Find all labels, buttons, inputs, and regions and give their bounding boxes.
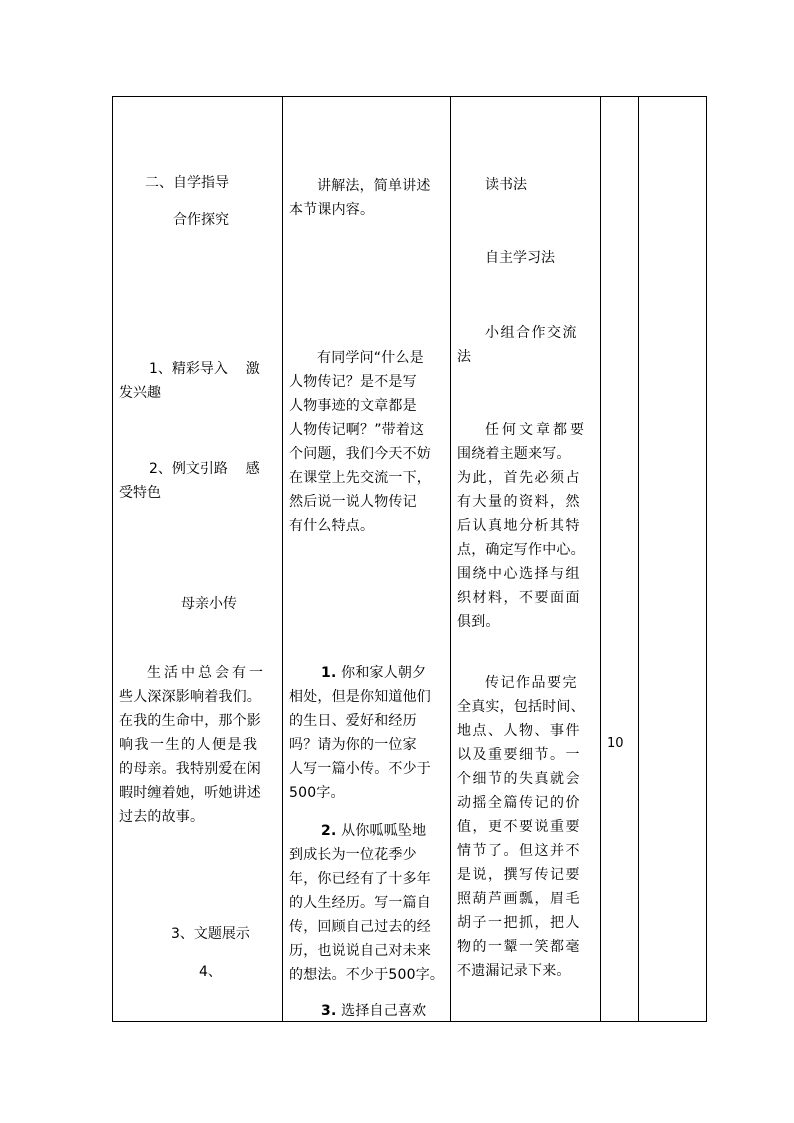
question-line: 人物传记啊？”带着这	[289, 422, 425, 438]
step-2-line-1: 2、例文引路 感	[149, 461, 260, 477]
task-1-number: 1.	[321, 665, 337, 681]
task-2-number: 2.	[321, 823, 337, 839]
step-1-line-1	[149, 358, 277, 380]
method-group-line: 法	[457, 349, 472, 365]
example-line: 在我的生命中，那个影	[119, 713, 261, 729]
task-3-first-line	[289, 999, 447, 1022]
section-heading: 二、自学指导	[145, 175, 229, 191]
biography-line: 物的一颦一笑都毫	[457, 939, 581, 955]
task-2-line: 历，也说说自己对未来	[289, 943, 431, 959]
task-1	[289, 661, 447, 805]
example-line: 些人深深影响着我们。	[119, 689, 261, 705]
biography-line: 照葫芦画瓢，眉毛	[457, 891, 581, 907]
example-line: 生活中总会有一	[147, 665, 266, 681]
question-line: 个问题，我们今天不妨	[289, 446, 431, 462]
biography-line: 动摇全篇传记的价	[457, 795, 581, 811]
task-1-line: 的生日、爱好和经历	[289, 713, 417, 729]
biography-line: 全真实，包括时间、	[457, 699, 585, 715]
task-2-line: 到成长为一位花季少	[289, 847, 417, 863]
question-line: 有什么特点。	[289, 518, 375, 534]
step-3: 3、文题展示	[171, 926, 250, 942]
task-1-line: 你和家人朝夕	[341, 665, 427, 681]
biography-line: 胡子一把抓，把人	[457, 915, 581, 931]
methods-column	[451, 96, 600, 1022]
task-1-first-line	[289, 661, 447, 685]
task-3-line: 选择自己喜欢	[341, 1003, 427, 1019]
question-text	[289, 346, 447, 538]
teacher-activity-column	[283, 96, 450, 1022]
theme-line: 围绕着主题来写。	[457, 446, 571, 462]
task-1-line: 人写一篇小传。不少于	[289, 761, 431, 777]
theme-line: 围绕中心选择与组	[457, 566, 581, 582]
step-1-text: 1、精彩导入 激	[149, 361, 260, 377]
biography-line: 不遗漏记录下来。	[457, 963, 571, 979]
intro-line: 讲解法，简单讲述	[317, 178, 431, 194]
method-self-study: 自主学习法	[485, 250, 555, 266]
step-2-line-2: 受特色	[119, 485, 161, 501]
biography-line: 以及重要细节。一	[457, 747, 581, 763]
task-1-line: 相处，但是你知道他们	[289, 689, 431, 705]
time-minutes: 10	[607, 736, 624, 751]
biography-line: 是说，撰写传记要	[457, 867, 581, 883]
theme-line: 任何文章都要	[485, 422, 587, 438]
task-2-line: 的人生经历。写一篇自	[289, 895, 431, 911]
question-line: 有同学问“什么是	[317, 350, 424, 366]
theme-line: 为此，首先必须占	[457, 470, 581, 486]
steps-column	[113, 96, 282, 1022]
theme-line: 俱到。	[457, 614, 500, 630]
step-4: 4、	[199, 964, 222, 980]
task-3-number: 3.	[321, 1003, 337, 1019]
biography-text	[457, 671, 597, 983]
task-2-first-line	[289, 819, 447, 843]
method-group-line: 小组合作交流	[485, 325, 578, 341]
intro-line: 本节课内容。	[289, 202, 375, 218]
question-line: 人物事迹的文章都是	[289, 398, 417, 414]
biography-line: 情节了。但这并不	[457, 843, 581, 859]
example-line: 响我一生的人便是我	[119, 737, 259, 753]
method-reading: 读书法	[485, 177, 527, 193]
biography-line: 地点、人物、事件	[457, 723, 581, 739]
method-group	[457, 321, 597, 369]
biography-line: 个细节的失真就会	[457, 771, 581, 787]
question-line: 然后说一说人物传记	[289, 494, 417, 510]
question-line: 在课堂上先交流一下，	[289, 470, 431, 486]
task-2-line: 年，你已经有了十多年	[289, 871, 431, 887]
section-subheading: 合作探究	[173, 212, 229, 228]
time-column	[601, 96, 638, 1022]
intro-text	[289, 174, 447, 222]
task-3	[289, 999, 447, 1022]
theme-line: 点，确定写作中心。	[457, 542, 585, 558]
task-1-line: 吗？请为你的一位家	[289, 737, 417, 753]
task-2-line: 传，回顾自己过去的经	[289, 919, 431, 935]
biography-line: 值，更不要说重要	[457, 819, 581, 835]
step-1-line-2: 发兴趣	[119, 385, 161, 401]
task-2-line: 从你呱呱坠地	[341, 823, 427, 839]
example-line: 的母亲。我特别爱在闲	[119, 761, 261, 777]
theme-line: 后认真地分析其特	[457, 518, 581, 534]
notes-column	[639, 96, 706, 1022]
theme-text	[457, 418, 597, 634]
example-line: 过去的故事。	[119, 809, 205, 825]
theme-line: 织材料，不要面面	[457, 590, 581, 606]
theme-line: 有大量的资料，然	[457, 494, 581, 510]
example-title: 母亲小传	[181, 596, 237, 612]
task-2-line: 的想法。不少于500字。	[289, 967, 445, 983]
task-1-line: 500字。	[289, 785, 345, 801]
question-line: 人物传记？是不是写	[289, 374, 417, 390]
task-2	[289, 819, 447, 987]
example-text	[119, 661, 279, 829]
example-line: 暇时缠着她，听她讲述	[119, 785, 261, 801]
biography-line: 传记作品要完	[485, 675, 578, 691]
